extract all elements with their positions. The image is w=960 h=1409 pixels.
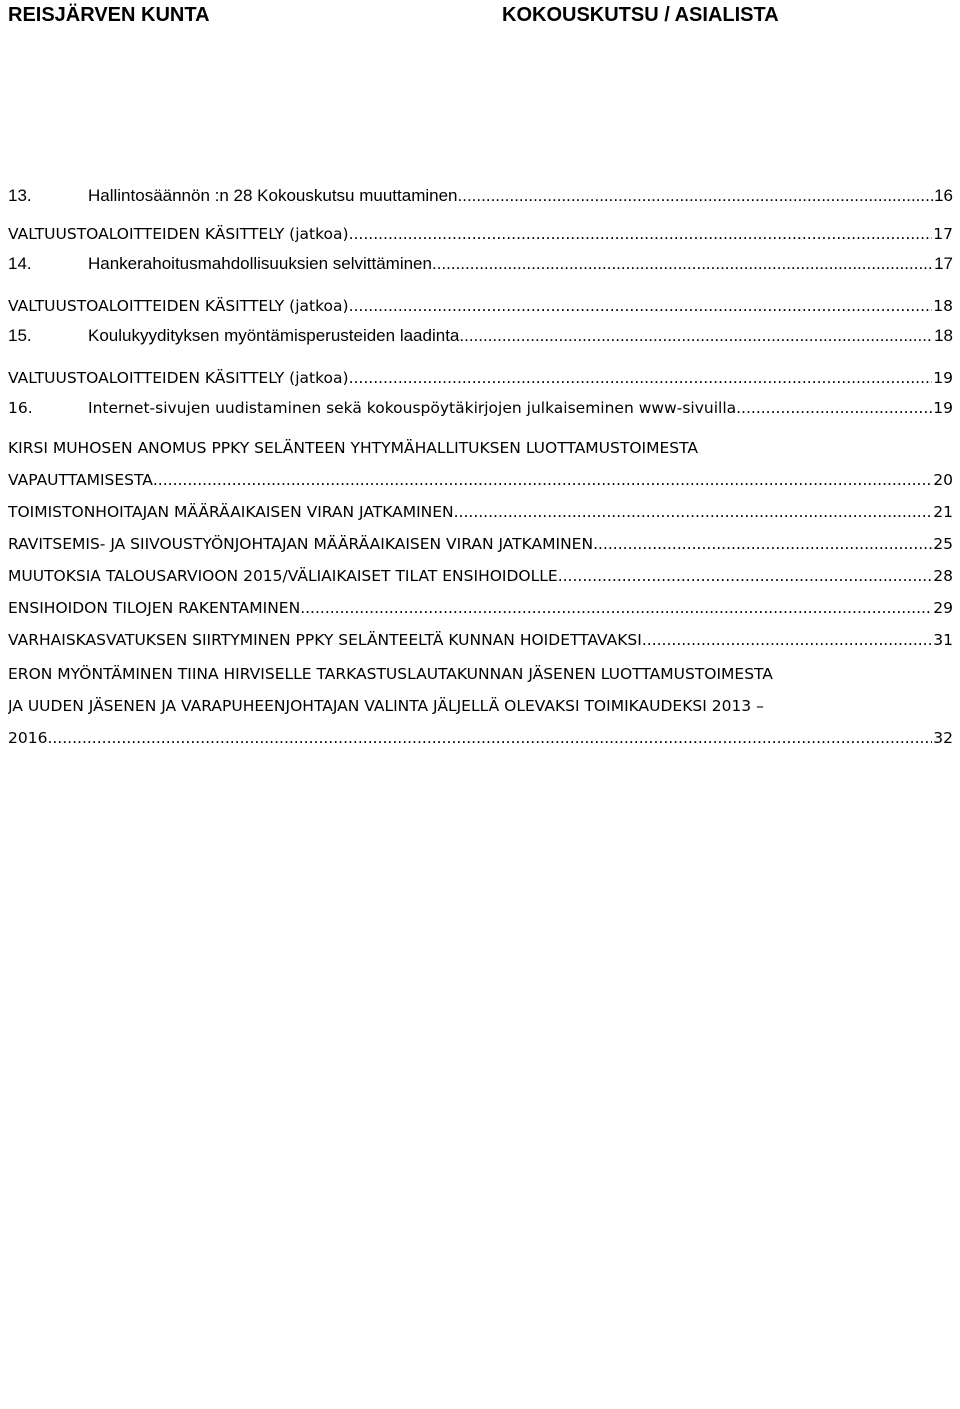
toc-entry-page: 18 [933, 297, 953, 316]
toc-entry-title: Hallintosäännön :n 28 Kokouskutsu muuttaminen [88, 185, 458, 205]
toc-entry-page: 21 [933, 503, 953, 522]
toc-entry[interactable] [8, 286, 953, 316]
toc-leader-dots [300, 599, 932, 618]
toc-entry-page: 25 [933, 535, 953, 554]
toc-leader-dots [642, 631, 932, 650]
toc-entry[interactable] [8, 588, 953, 618]
toc-entry-page: 17 [934, 253, 953, 273]
toc-entry[interactable] [8, 654, 953, 684]
toc-entry-title: ERON MYÖNTÄMINEN TIINA HIRVISELLE TARKASTUSLAUTAKUNNAN JÄSENEN LUOTTAMUSTOIMESTA [8, 665, 773, 684]
toc-entry-title: ENSIHOIDON TILOJEN RAKENTAMINEN [8, 599, 301, 618]
toc-entry[interactable] [8, 428, 953, 458]
toc-entry-title: RAVITSEMIS- JA SIIVOUSTYÖNJOHTAJAN MÄÄRÄAIKAISEN VIRAN JATKAMINEN [8, 535, 594, 554]
toc-entry[interactable] [8, 620, 953, 650]
toc-entry-page: 20 [933, 471, 953, 490]
toc-entry-title: VARHAISKASVATUKSEN SIIRTYMINEN PPKY SELÄNTEELTÄ KUNNAN HOIDETTAVAKSI [8, 631, 642, 650]
toc-entry-title: VALTUUSTOALOITTEIDEN KÄSITTELY (jatkoa) [8, 297, 349, 316]
toc-entry[interactable] [8, 556, 953, 586]
toc-entry[interactable] [8, 214, 953, 244]
toc-leader-dots [736, 399, 932, 418]
toc-leader-dots [593, 535, 932, 554]
toc-entry-title: VAPAUTTAMISESTA [8, 471, 153, 490]
toc-leader-dots [349, 297, 933, 316]
toc-entry-page: 17 [933, 225, 953, 244]
toc-entry[interactable] [8, 686, 953, 716]
toc-entry[interactable] [8, 524, 953, 554]
document-type: KOKOUSKUTSU / ASIALISTA [502, 4, 779, 26]
toc-leader-dots [349, 225, 933, 244]
toc-leader-dots [558, 567, 933, 586]
toc-leader-dots [47, 729, 932, 748]
toc-entry[interactable] [8, 358, 953, 388]
toc-entry-page: 28 [933, 567, 953, 586]
toc-entry-number: 15. [8, 325, 32, 345]
toc-entry-page: 32 [933, 729, 953, 748]
toc-entry[interactable] [8, 718, 953, 748]
toc-entry-title: MUUTOKSIA TALOUSARVIOON 2015/VÄLIAIKAISET TILAT ENSIHOIDOLLE [8, 567, 558, 586]
toc-entry-number: 13. [8, 185, 32, 205]
toc-entry-title: KIRSI MUHOSEN ANOMUS PPKY SELÄNTEEN YHTYMÄHALLITUKSEN LUOTTAMUSTOIMESTA [8, 439, 698, 458]
toc-entry[interactable] [8, 460, 953, 490]
toc-entry-title: Koulukyydityksen myöntämisperusteiden laadinta [88, 325, 460, 345]
toc-leader-dots [459, 326, 933, 346]
toc-entry[interactable] [8, 316, 953, 346]
toc-entry-number: 14. [8, 253, 32, 273]
toc-entry-page: 19 [933, 399, 953, 418]
toc-entry[interactable] [8, 176, 953, 206]
toc-leader-dots [454, 503, 933, 522]
toc-entry[interactable] [8, 492, 953, 522]
toc-entry-title: 2016 [8, 729, 48, 748]
toc-entry-page: 29 [933, 599, 953, 618]
toc-entry-page: 31 [933, 631, 953, 650]
toc-entry-title: Hankerahoitusmahdollisuuksien selvittäminen [88, 253, 432, 273]
toc-entry[interactable] [8, 388, 953, 418]
toc-entry-page: 18 [934, 325, 953, 345]
toc-entry-title: VALTUUSTOALOITTEIDEN KÄSITTELY (jatkoa) [8, 225, 349, 244]
toc-leader-dots [349, 369, 933, 388]
toc-entry-title: VALTUUSTOALOITTEIDEN KÄSITTELY (jatkoa) [8, 369, 349, 388]
toc-entry[interactable] [8, 244, 953, 274]
toc-entry-number: 16. [8, 399, 33, 418]
toc-leader-dots [432, 254, 933, 274]
toc-entry-title: JA UUDEN JÄSENEN JA VARAPUHEENJOHTAJAN VALINTA JÄLJELLÄ OLEVAKSI TOIMIKAUDEKSI 2013 – [8, 697, 764, 716]
toc-entry-page: 19 [933, 369, 953, 388]
municipality-name: REISJÄRVEN KUNTA [8, 4, 210, 26]
toc-leader-dots [153, 471, 932, 490]
toc-leader-dots [458, 186, 934, 206]
toc-entry-title: Internet-sivujen uudistaminen sekä kokouspöytäkirjojen julkaiseminen www-sivuilla [88, 399, 737, 418]
toc-entry-title: TOIMISTONHOITAJAN MÄÄRÄAIKAISEN VIRAN JATKAMINEN [8, 503, 454, 522]
toc-entry-page: 16 [934, 185, 953, 205]
